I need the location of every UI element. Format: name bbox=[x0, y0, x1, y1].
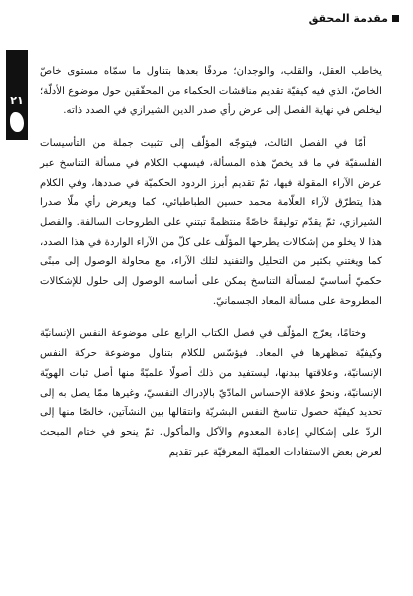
paragraph-2: أمّا في الفصل الثالث، فيتوجّه المؤلّف إلى تثبيت جملة من التأسيسات الفلسفيّة في ما قد يخصّ هذه المسألة، فيسهب الكلام في مسألة التناسخ عبر عرض الآراء المقولة فيها، ثمّ تقديم أبرز الردود الحكميّة في صددها، وفي الكلام هذا يتطرّق لآراء العلّامة محمد حسين الطباطبائي، كما ويعرض رأي ملّا صدرا الشيرازي، ثمّ يقدّم توليفةً خاصّةً منتظمةً تبتني على الطروحات السالفة. والفصل هذا لا يخلو من إشكالات يطرحها المؤلّف على كلّ من الآراء الواردة في هذا الصدد، كما ويغتني بكثير من التحليل والتفنيد لتلك الآراء، مع محاولة الوصول إلى مبنًى حكميّ أساسيّ لمسألة التناسخ يمكن على أساسه الوصول إلى حلول للإشكالات المطروحة على مسألة المعاد الجسمانيّ. bbox=[40, 138, 382, 307]
page-number: ٢١ bbox=[10, 94, 24, 107]
header-title: مقدمة المحقق bbox=[308, 12, 388, 25]
margin-blot-icon bbox=[10, 112, 24, 132]
paragraph-3: وختامًا، يعرّج المؤلّف في فصل الكتاب الرابع على موضوعة النفس الإنسانيّة وكيفيّة تمظهرها في المعاد. فيؤسّس للكلام بتناول موضوعة حركة النفس الإنسانيّة، وعلاقتها ببدنها، ليستفيد من ذلك أصولًا علميّةً منها أصل ثبات الهويّة الإنسانيّة، ونحوُ علاقة الإحساس المادّيّ بالإدراك النفسيّ، وغيرها ممّا يصل به إلى تحديد كيفيّة حصول تناسخ النفس البشريّة وانتقالها بين النشآتين، خالصًا منها إلى الردّ على إشكالي إعادة المعدوم والآكل والمأكول. ثمّ ينحو في ختام المبحث لعرض بعض الاستفادات العمليّة المعرفيّة عبر تقديم bbox=[40, 328, 382, 458]
body-text bbox=[40, 62, 382, 475]
header-square-icon bbox=[392, 15, 399, 22]
paragraph-1: يخاطب العقل، والقلب، والوجدان؛ مردفًا بعدها بتناول ما سمّاه مستوى خاصّ الخاصّ، الذي فيه كيفيّة تقديم مناقشات الحكماء من المحقّقين حول موضوع الأدلّة؛ ليخلص في نهاية الفصل إلى عرض رأي صدر الدين الشيرازي في الصدد ذاته. bbox=[40, 66, 382, 117]
running-header bbox=[309, 12, 399, 25]
